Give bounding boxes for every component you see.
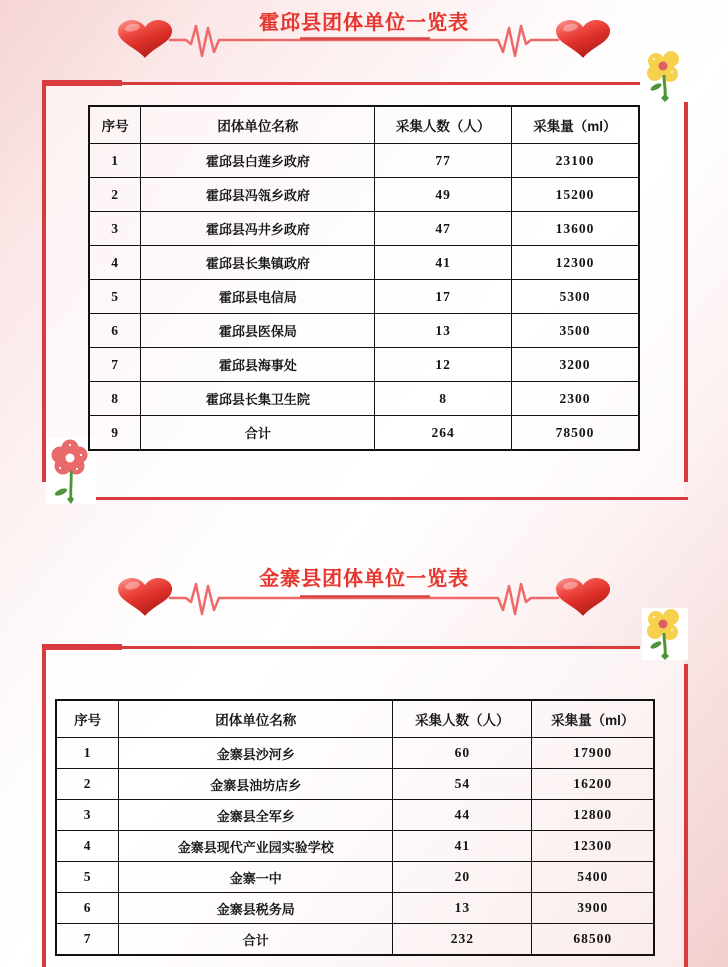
row-index-cell: 8 (89, 382, 141, 416)
ekg-line-icon (170, 26, 558, 56)
donor-count-cell: 12 (375, 348, 511, 382)
unit-name-cell: 霍邱县长集卫生院 (141, 382, 375, 416)
volume-cell: 13600 (511, 212, 639, 246)
table-row (89, 178, 639, 212)
volume-cell: 12300 (511, 246, 639, 280)
donor-count-cell: 47 (375, 212, 511, 246)
column-header: 采集人数（人） (375, 106, 511, 144)
unit-name-cell: 合计 (141, 416, 375, 451)
unit-name-cell: 霍邱县长集镇政府 (141, 246, 375, 280)
donor-count-cell: 41 (393, 831, 532, 862)
yellow-flower-icon (642, 608, 688, 660)
section-title-huoqiu: 霍邱县团体单位一览表 (259, 12, 469, 34)
row-index-cell: 2 (56, 769, 119, 800)
row-index-cell: 1 (89, 144, 141, 178)
donor-count-cell: 8 (375, 382, 511, 416)
frame-border-bottom (88, 497, 688, 500)
unit-name-cell: 霍邱县医保局 (141, 314, 375, 348)
heart-icon (556, 20, 610, 58)
row-index-cell: 9 (89, 416, 141, 451)
donor-count-cell: 17 (375, 280, 511, 314)
volume-cell: 15200 (511, 178, 639, 212)
jinzhai-table (55, 699, 655, 956)
unit-name-cell: 金寨县沙河乡 (119, 738, 393, 769)
table-row (89, 416, 639, 451)
table-row (56, 862, 654, 893)
unit-name-cell: 霍邱县白莲乡政府 (141, 144, 375, 178)
table-row (56, 738, 654, 769)
table-row (56, 924, 654, 956)
frame-border-top (42, 646, 640, 649)
donor-count-cell: 77 (375, 144, 511, 178)
heartbeat-decoration (110, 574, 618, 632)
table-row (56, 893, 654, 924)
volume-cell: 12300 (532, 831, 654, 862)
row-index-cell: 5 (56, 862, 119, 893)
table-row (56, 769, 654, 800)
frame-border-right (684, 664, 688, 967)
unit-name-cell: 合计 (119, 924, 393, 956)
heart-icon (556, 578, 610, 616)
unit-name-cell: 霍邱县冯瓴乡政府 (141, 178, 375, 212)
row-index-cell: 6 (89, 314, 141, 348)
column-header: 团体单位名称 (141, 106, 375, 144)
yellow-flower-box (642, 50, 688, 102)
huoqiu-table (88, 105, 640, 451)
donor-count-cell: 60 (393, 738, 532, 769)
table-row (89, 280, 639, 314)
volume-cell: 2300 (511, 382, 639, 416)
volume-cell: 5300 (511, 280, 639, 314)
volume-cell: 16200 (532, 769, 654, 800)
table-row (89, 144, 639, 178)
unit-name-cell: 金寨县税务局 (119, 893, 393, 924)
header-row (89, 106, 639, 144)
row-index-cell: 2 (89, 178, 141, 212)
row-index-cell: 5 (89, 280, 141, 314)
table-row (89, 212, 639, 246)
row-index-cell: 3 (89, 212, 141, 246)
heartbeat-decoration (110, 16, 618, 74)
donor-count-cell: 41 (375, 246, 511, 280)
donor-count-cell: 264 (375, 416, 511, 451)
volume-cell: 3900 (532, 893, 654, 924)
donor-count-cell: 13 (375, 314, 511, 348)
volume-cell: 68500 (532, 924, 654, 956)
table-row (89, 246, 639, 280)
donor-count-cell: 49 (375, 178, 511, 212)
table-row (56, 800, 654, 831)
unit-name-cell: 金寨县全军乡 (119, 800, 393, 831)
donor-count-cell: 232 (393, 924, 532, 956)
unit-name-cell: 霍邱县海事处 (141, 348, 375, 382)
row-index-cell: 4 (56, 831, 119, 862)
column-header: 序号 (56, 700, 119, 738)
column-header: 采集量（ml） (511, 106, 639, 144)
frame-border-right (684, 102, 688, 482)
unit-name-cell: 金寨一中 (119, 862, 393, 893)
ekg-line-icon (170, 584, 558, 614)
column-header: 采集量（ml） (532, 700, 654, 738)
unit-name-cell: 霍邱县电信局 (141, 280, 375, 314)
unit-name-cell: 金寨县现代产业园实验学校 (119, 831, 393, 862)
donor-count-cell: 13 (393, 893, 532, 924)
volume-cell: 3200 (511, 348, 639, 382)
heart-icon (118, 20, 172, 58)
yellow-flower-box (642, 608, 688, 660)
frame-border-top (42, 82, 640, 85)
frame-border-left (42, 644, 46, 967)
volume-cell: 5400 (532, 862, 654, 893)
table-row (89, 382, 639, 416)
volume-cell: 3500 (511, 314, 639, 348)
row-index-cell: 1 (56, 738, 119, 769)
heart-icon (118, 578, 172, 616)
volume-cell: 12800 (532, 800, 654, 831)
column-header: 采集人数（人） (393, 700, 532, 738)
column-header: 团体单位名称 (119, 700, 393, 738)
row-index-cell: 7 (56, 924, 119, 956)
row-index-cell: 3 (56, 800, 119, 831)
section-title-jinzhai: 金寨县团体单位一览表 (259, 568, 469, 590)
frame-border-left (42, 80, 46, 482)
column-header: 序号 (89, 106, 141, 144)
header-row (56, 700, 654, 738)
table-row (89, 348, 639, 382)
volume-cell: 17900 (532, 738, 654, 769)
donor-count-cell: 54 (393, 769, 532, 800)
donor-count-cell: 44 (393, 800, 532, 831)
table-row (56, 831, 654, 862)
unit-name-cell: 金寨县油坊店乡 (119, 769, 393, 800)
row-index-cell: 7 (89, 348, 141, 382)
row-index-cell: 6 (56, 893, 119, 924)
unit-name-cell: 霍邱县冯井乡政府 (141, 212, 375, 246)
volume-cell: 23100 (511, 144, 639, 178)
table-row (89, 314, 639, 348)
yellow-flower-icon (642, 50, 688, 102)
volume-cell: 78500 (511, 416, 639, 451)
donor-count-cell: 20 (393, 862, 532, 893)
row-index-cell: 4 (89, 246, 141, 280)
